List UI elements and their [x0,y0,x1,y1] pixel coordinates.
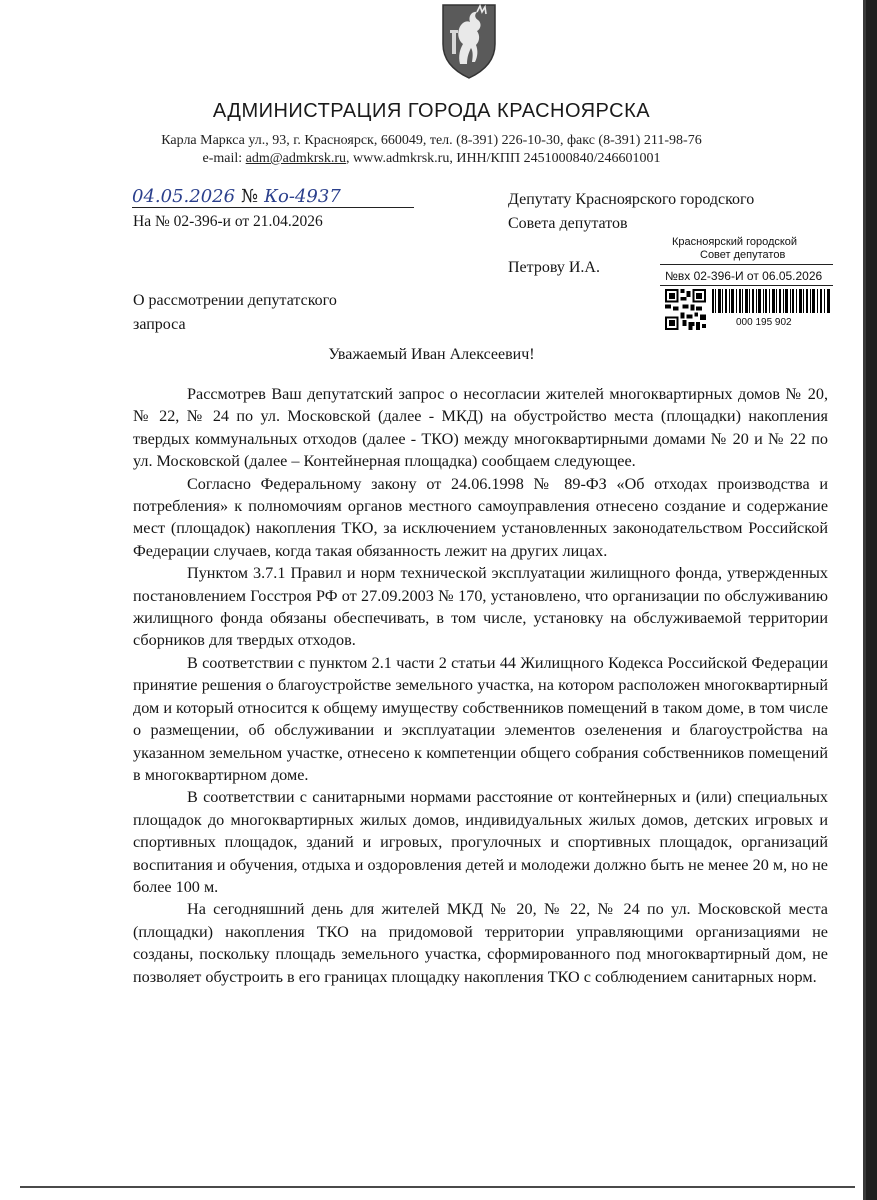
addressee-name: Петрову И.А. [508,259,600,276]
letter-body [133,383,828,988]
stamp-org-line-2: Совет депутатов [700,249,786,261]
subject-line-1: О рассмотрении депутатского [133,292,337,309]
handwritten-date: 04.05.2026 [132,186,236,207]
page-bottom-rule [20,1186,855,1188]
body-paragraph: В соответствии с санитарными нормами расстояние от контейнерных и (или) специальных площадок до многоквартирных жилых домов, индивидуальных жилых домов, детских игровых и спортивных площадок, зданий и игровых, прогулочных и спортивных площадок, организаций воспитания и обучения, отдыха и оздоровления детей и молодежи должно быть не менее 20 м, но не более 100 м. [133,788,828,896]
stamp-code: 000 195 902 [736,317,792,328]
body-paragraph: В соответствии с пунктом 2.1 части 2 статьи 44 Жилищного Кодекса Российской Федерации принятие решения о благоустройстве земельного участка, на котором расположен многоквартирный дом и который относится к общему имуществу собственников помещений в таком доме, в том числе о размещении, об обслуживании и эксплуатации элементов озеленения и благоустройства на указанном земельном участке, отнесено к компетенции общего собрания собственников помещений в многоквартирном доме. [133,653,828,784]
body-paragraph: Согласно Федеральному закону от 24.06.1998 № 89-ФЗ «Об отходах производства и потребления» к полномочиям органов местного самоуправления отнесено создание и содержание мест (площадок) накопления ТКО, за исключением установленных законодательством Российской Федерации случаев, когда такая обязанность лежит на других лицах. [133,474,828,560]
subject-line-2: запроса [133,316,186,333]
email-link[interactable]: adm@admkrsk.ru [245,151,347,166]
qr-code-icon [665,289,706,330]
body-paragraph: Рассмотрев Ваш депутатский запрос о несогласии жителей многоквартирных домов № 20, № 22, № 24 по ул. Московской (далее - МКД) на обустройство места (площадки) накопления твердых коммунальных отходов (далее - ТКО) между многоквартирными домами № 20 и № 22 по ул. Московской (далее – Контейнерная площадка) сообщаем следующее. [133,385,828,471]
krasnoyarsk-coat-of-arms-icon [440,2,498,80]
email-label: e-mail: [202,151,243,166]
site-and-tax-ids: , www.admkrsk.ru, ИНН/КПП 2451000840/246601001 [346,151,661,166]
stamp-org-line-1: Красноярский городской [672,236,798,248]
body-paragraph: На сегодняшний день для жителей МКД № 20, № 22, № 24 по ул. Московской места (площадки) накопления ТКО на придомовой территории управляющими организациями не созданы, поскольку площадь земельного участка, сформированного под многоквартирный дом, не позволяет обустроить в его границах площадку накопления ТКО с соблюдением санитарных норм. [133,900,828,986]
organization-address: Карла Маркса ул., 93, г. Красноярск, 660049, тел. (8-391) 226-10-30, факс (8-391) 211-98-76 [161,133,702,148]
greeting: Уважаемый Иван Алексеевич! [328,346,535,363]
body-paragraph: Пунктом 3.7.1 Правил и норм технической эксплуатации жилищного фонда, утвержденных постановлением Госстроя РФ от 27.09.2003 № 170, установлено, что организации по обслуживанию жилищного фонда обязаны обеспечивать, в том числе, установку на обслуживаемой территории сборников для твердых отходов. [133,564,828,650]
organization-contacts [0,151,863,167]
registration-stamp [660,236,833,334]
organization-title: АДМИНИСТРАЦИЯ ГОРОДА КРАСНОЯРСКА [212,100,651,122]
handwritten-number: Ко-4937 [264,186,341,207]
stamp-divider-2 [660,285,833,286]
stamp-reg-number: №вх 02-396-И от 06.05.2026 [665,269,823,283]
barcode-icon [712,289,830,313]
reference-number: На № 02-396-и от 21.04.2026 [133,213,323,230]
registration-underline [132,207,414,208]
addressee-line-2: Совета депутатов [508,215,628,232]
outgoing-registration [132,186,341,207]
addressee-line-1: Депутату Красноярского городского [508,191,755,208]
stamp-divider [660,264,833,265]
number-sign: № [241,186,259,207]
